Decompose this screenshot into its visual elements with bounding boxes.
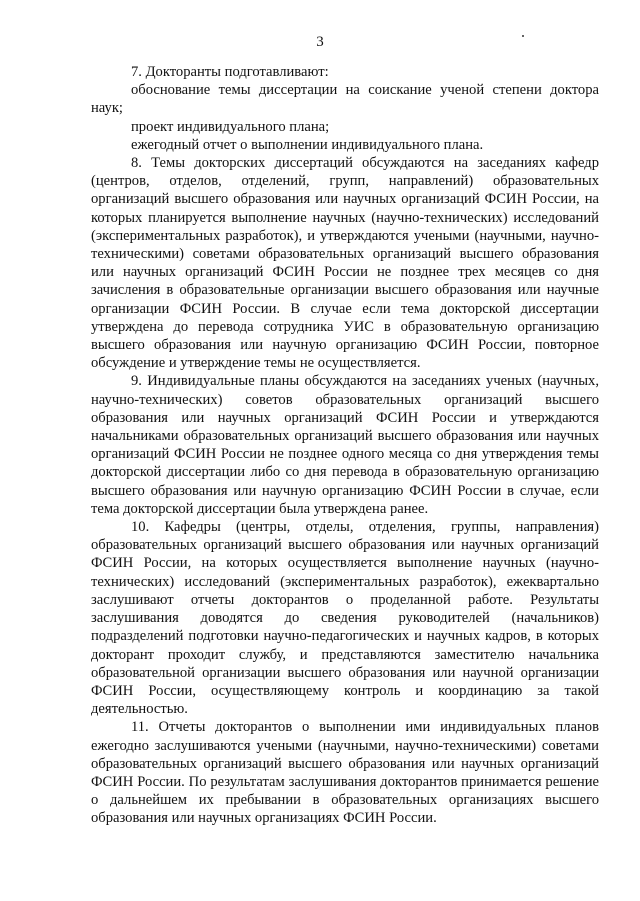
document-body [91, 63, 599, 828]
paragraph-10: 10. Кафедры (центры, отделы, отделения, группы, направления) образовательных организаций высшего образования или научных организаций ФСИН России, на которых осуществляется выполнение научных (научно-технических) исследований (экспериментальных разработок), ежеквартально заслушивают отчеты докторантов о проделанной работе. Результаты заслушивания доводятся до сведения руководителей (начальников) подразделений подготовки научно-педагогических и научных кадров, в которых докторант проходит службу, и представляются заместителю начальника образовательной организации высшего образования или научной организации ФСИН России, осуществляющему контроль и координацию за такой деятельностью. [91, 519, 599, 718]
scan-speck [522, 35, 524, 37]
paragraph-8: 8. Темы докторских диссертаций обсуждаются на заседаниях кафедр (центров, отделов, отделений, групп, направлений) образовательных организаций высшего образования или научных организаций ФСИН России, на которых планируется выполнение научных (научно-технических) исследований (экспериментальных разработок), и утверждаются учеными (научными, научно-техническими) советами образовательных организаций высшего образования или научных организаций ФСИН России не позднее трех месяцев со дня зачисления в образовательные организации высшего образования или научные организации ФСИН России. В случае если тема докторской диссертации утверждена до перевода сотрудника УИС в образовательную организацию высшего образования или научную организацию ФСИН России, повторное обсуждение и утверждение темы не осуществляется. [91, 155, 599, 372]
paragraph-7-heading: 7. Докторанты подготавливают: [131, 64, 329, 80]
paragraph-11: 11. Отчеты докторантов о выполнении ими индивидуальных планов ежегодно заслушиваются учеными (научными, научно-техническими) советами образовательных организаций высшего образования или научных организаций ФСИН России. По результатам заслушивания докторантов принимается решение о дальнейшем их пребывании в образовательных организациях высшего образования или научных организациях ФСИН России. [91, 719, 599, 827]
page-number: 3 [316, 34, 324, 50]
paragraph-9: 9. Индивидуальные планы обсуждаются на заседаниях ученых (научных, научно-технических) советов образовательных организаций высшего образования или научных организаций ФСИН России и утверждаются начальниками образовательных организаций высшего образования или научных организаций ФСИН России не позднее одного месяца со дня утверждения темы докторской диссертации либо со дня перевода в образовательную организацию высшего образования или научную организацию ФСИН России в случае, если тема докторской диссертации была утверждена ранее. [91, 373, 599, 517]
paragraph-7-item-draft-plan: проект индивидуального плана; [131, 118, 330, 135]
paragraph-7-item-justification: обоснование темы диссертации на соискание ученой степени доктора наук; [91, 82, 599, 117]
paragraph-7-item-annual-report: ежегодный отчет о выполнении индивидуального плана. [131, 136, 484, 153]
